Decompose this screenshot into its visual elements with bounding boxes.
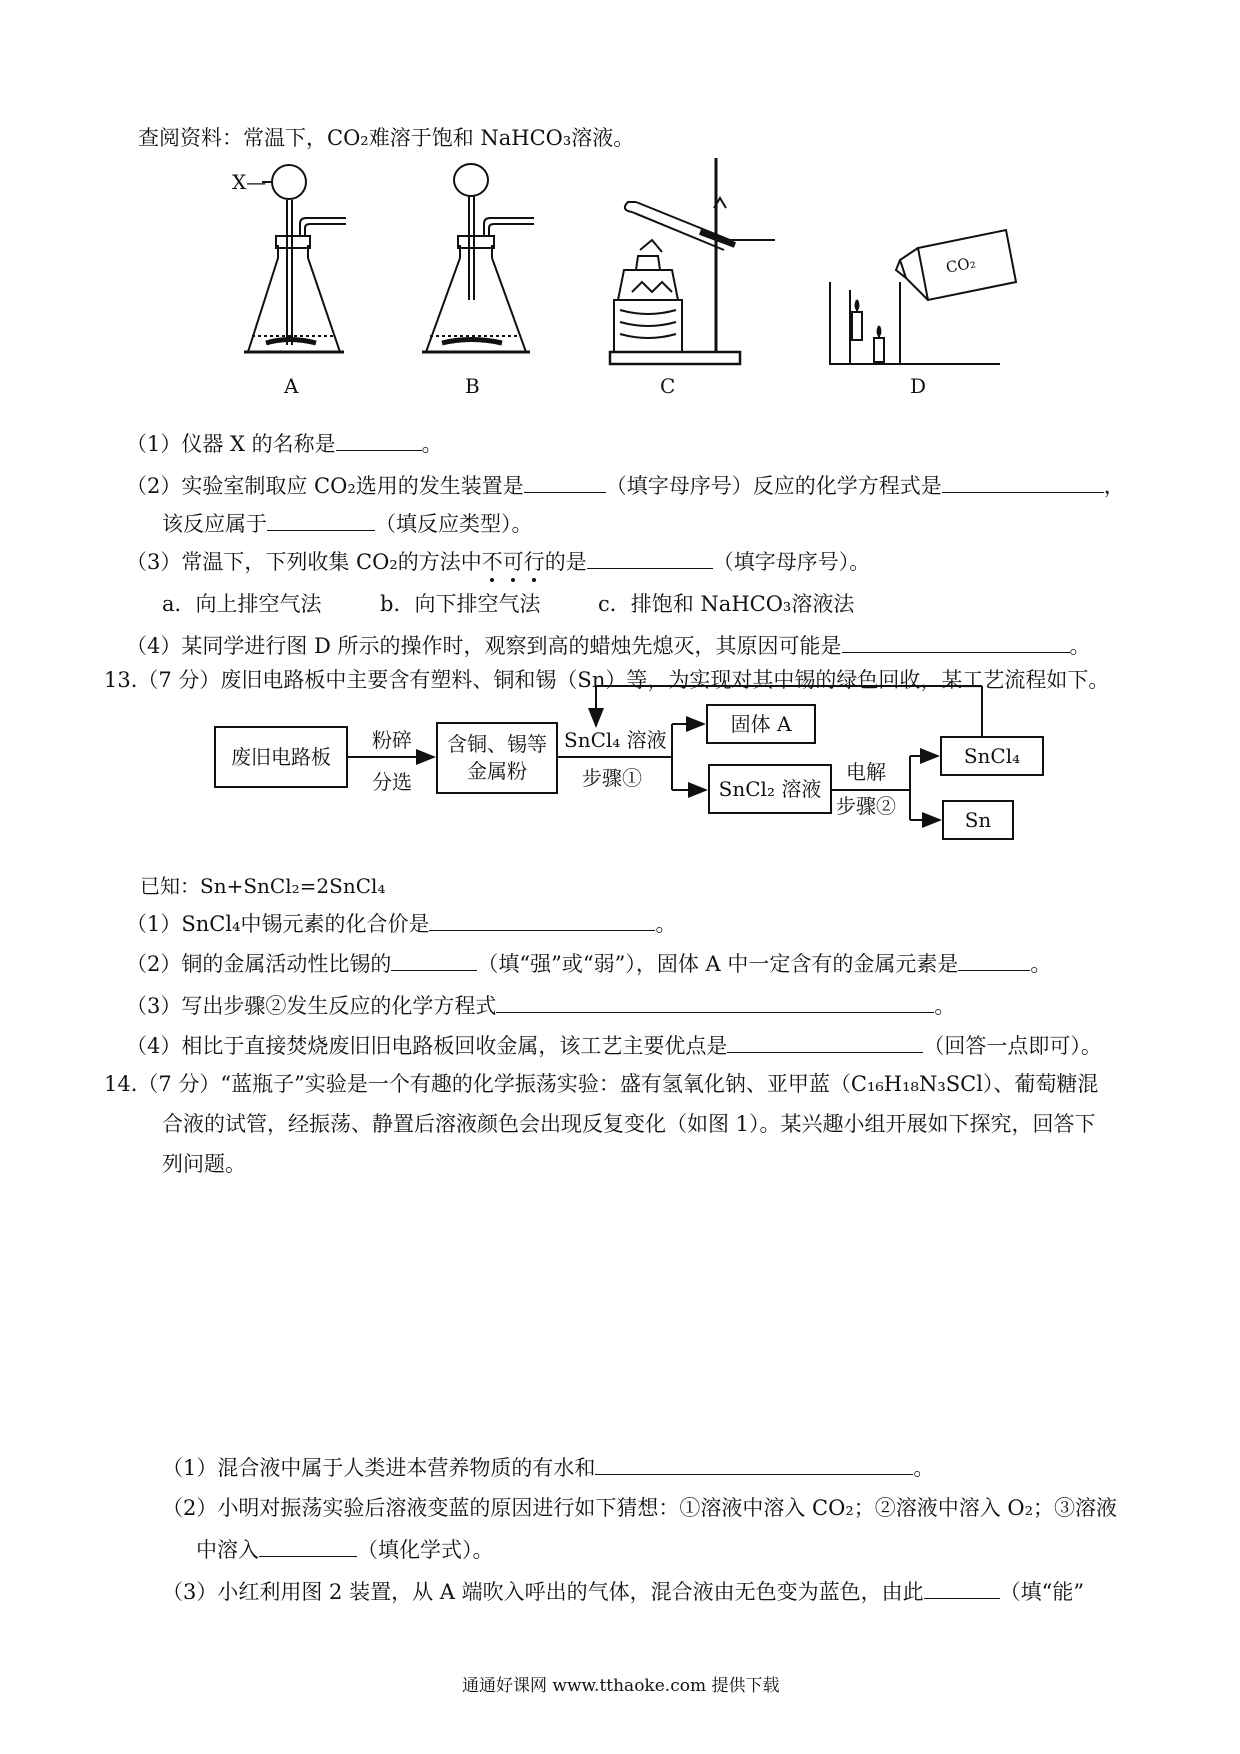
page-footer: 通通好课网 www.tthaoke.com 提供下载	[462, 1676, 780, 1696]
q14-part1: （1）混合液中属于人类进本营养物质的有水和 。	[162, 1456, 935, 1480]
q12-part2-cont: 该反应属于 （填反应类型）。	[162, 512, 533, 536]
q13-part4: （4）相比于直接焚烧废旧旧电路板回收金属，该工艺主要优点是 （回答一点即可）。	[126, 1034, 1102, 1058]
answer-blank[interactable]	[595, 1456, 913, 1475]
flow-label-step2: 步骤②	[836, 794, 896, 818]
caption-a: A	[284, 374, 299, 398]
answer-blank[interactable]	[259, 1538, 357, 1557]
q13-known: 已知：Sn+SnCl₂=2SnCl₄	[140, 874, 386, 898]
flow-box-solid-a: 固体 A	[706, 704, 816, 744]
emphasis-not-feasible: 不可行	[481, 550, 545, 574]
q12-option-a: a．向上排空气法	[162, 592, 322, 616]
answer-blank[interactable]	[924, 1580, 1000, 1599]
q14-intro-line3: 列问题。	[162, 1152, 246, 1176]
q13-part3: （3）写出步骤②发生反应的化学方程式 。	[126, 994, 956, 1018]
answer-blank[interactable]	[391, 952, 477, 971]
caption-d: D	[910, 374, 927, 398]
q12-part4: （4）某同学进行图 D 所示的操作时，观察到高的蜡烛先熄灭，其原因可能是 。	[126, 634, 1091, 658]
answer-blank[interactable]	[429, 912, 655, 931]
flow-label-step1: 步骤①	[582, 766, 642, 790]
answer-blank[interactable]	[958, 952, 1030, 971]
info-text: 查阅资料：常温下，CO₂难溶于饱和 NaHCO₃溶液。	[138, 126, 635, 150]
q13-part1: （1）SnCl₄中锡元素的化合价是 。	[126, 912, 677, 936]
q12-part3: （3）常温下，下列收集 CO₂的方法中不可行的是 （填字母序号）。	[126, 550, 871, 574]
flow-box-sncl2-solution: SnCl₂ 溶液	[708, 764, 832, 814]
q14-part3: （3）小红利用图 2 装置，从 A 端吹入呼出的气体，混合液由无色变为蓝色，由此 （填“能”	[162, 1580, 1085, 1604]
flow-box-waste-board: 废旧电路板	[214, 726, 348, 788]
q12-part1: （1）仪器 X 的名称是 。	[126, 432, 443, 456]
flow-box-metal-powder: 含铜、锡等 金属粉	[436, 722, 558, 794]
flow-box-sn: Sn	[942, 800, 1014, 840]
q14-intro-line2: 合液的试管，经振荡、静置后溶液颜色会出现反复变化（如图 1）。某兴趣小组开展如下探究，回答下	[162, 1112, 1096, 1136]
flow-label-electrolysis: 电解	[846, 760, 886, 784]
caption-c: C	[660, 374, 676, 398]
flow-box-sncl4: SnCl₄	[940, 736, 1044, 776]
q14-intro-line1: 14.（7 分）“蓝瓶子”实验是一个有趣的化学振荡实验：盛有氢氧化钠、亚甲蓝（C₁₆H₁₈N₃SCl）、葡萄糖混	[104, 1072, 1099, 1096]
q12-option-b: b．向下排空气法	[380, 592, 541, 616]
q14-part2-cont: 中溶入 （填化学式）。	[196, 1538, 494, 1562]
q12-option-c: c．排饱和 NaHCO₃溶液法	[598, 592, 855, 616]
flow-label-sort: 分选	[372, 770, 412, 794]
q13-title: 13.（7 分）废旧电路板中主要含有塑料、铜和锡（Sn）等，为实现对其中锡的绿色回收，某工艺流程如下。	[104, 668, 1110, 692]
x-label: X—	[232, 170, 267, 194]
flow-label-sncl4-solution: SnCl₄ 溶液	[564, 728, 667, 752]
flow-label-crush: 粉碎	[372, 728, 412, 752]
caption-b: B	[465, 374, 480, 398]
q14-part2: （2）小明对振荡实验后溶液变蓝的原因进行如下猜想：①溶液中溶入 CO₂；②溶液中溶入 O₂；③溶液	[162, 1496, 1118, 1520]
answer-blank[interactable]	[496, 994, 934, 1013]
q12-part2: （2）实验室制取应 CO₂选用的发生装置是 （填字母序号）反应的化学方程式是 ，	[126, 474, 1125, 498]
answer-blank[interactable]	[727, 1034, 923, 1053]
q13-part2: （2）铜的金属活动性比锡的 （填“强”或“弱”），固体 A 中一定含有的金属元素是 。	[126, 952, 1052, 976]
co2-bottle-label: CO₂	[944, 253, 978, 277]
